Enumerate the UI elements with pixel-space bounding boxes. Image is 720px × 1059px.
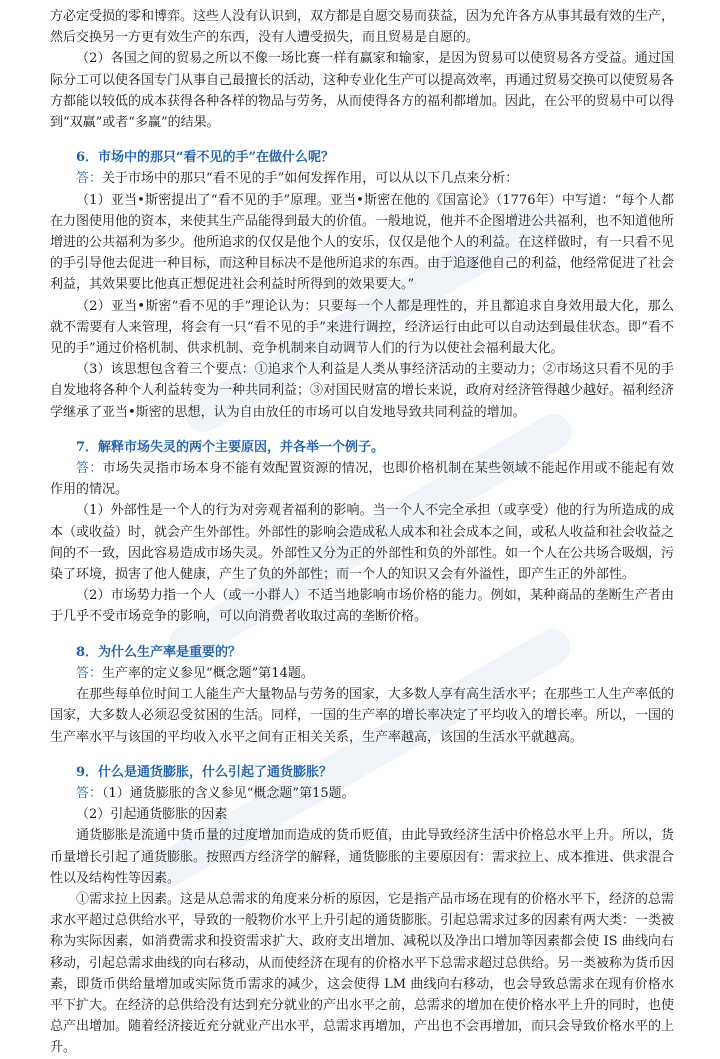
- answer-text: 关于市场中的那只“看不见的手”如何发挥作用，可以从以下几点来分析：: [102, 171, 519, 187]
- answer-paragraph: [50, 458, 674, 500]
- paragraph: （2）引起通货膨胀的因素: [76, 807, 228, 823]
- section-q9: [50, 762, 674, 1059]
- section-intro: [50, 6, 674, 133]
- answer-label: 答：: [76, 785, 103, 801]
- question-heading: 6．市场中的那只“看不见的手”在做什么呢？: [76, 150, 335, 166]
- answer-label: 答：: [76, 665, 103, 681]
- paragraph: 方必定受损的零和博弈。这些人没有认识到，双方都是自愿交易而获益，因为允许各方从事其最有效的生产，然后交换另一方更有效生产的东西，没有人遭受损失，而且贸易是自愿的。: [50, 9, 675, 46]
- paragraph: （2）各国之间的贸易之所以不像一场比赛一样有赢家和输家，是因为贸易可以使贸易各方受益。通过国际分工可以使各国专门从事自己最擅长的活动，这种专业化生产可以提高效率，再通过贸易交换可以使贸易各方都能以较低的成本获得各种各样的物品与劳务，从而使得各方的福利都增加。因此，在公平的贸易中可以得到“双赢”或者“多赢”的结果。: [50, 51, 675, 131]
- answer-label: 答：: [76, 171, 103, 187]
- question-heading: 7．解释市场失灵的两个主要原因，并各举一个例子。: [76, 439, 385, 455]
- paragraph: （3）该思想包含着三个要点：①追求个人利益是人类从事经济活动的主要动力；②市场这只看不见的手自发地将各种个人利益转变为一种共同利益；③对国民财富的增长来说，政府对经济管得越少越好。福利经济学继承了亚当•斯密的思想，认为自由放任的市场可以自发地导致共同利益的增加。: [50, 362, 675, 420]
- paragraph: （2）亚当•斯密“看不见的手”理论认为：只要每一个人都是理性的，并且都追求自身效用最大化，那么就不需要有人来管理，将会有一只“看不见的手”来进行调控，经济运行由此可以自动达到最佳状态。即“看不见的手”通过价格机制、供求机制、竞争机制来自动调节人们的行为以使社会福利最大化。: [50, 298, 674, 357]
- question-heading: 8．为什么生产率是重要的？: [76, 644, 242, 660]
- document-page: [50, 6, 674, 1059]
- answer-paragraph: [50, 783, 674, 804]
- paragraph: （2）市场势力指一个人（或一小群人）不适当地影响市场价格的能力。例如，某种商品的垄断生产者由于几乎不受市场竞争的影响，可以向消费者收取过高的垄断价格。: [50, 588, 674, 625]
- paragraph: （1）外部性是一个人的行为对旁观者福利的影响。当一个人不完全承担（或享受）他的行为所造成的成本（或收益）时，就会产生外部性。外部性的影响会造成私人成本和社会成本之间，或私人收益和社会收益之间的不一致，因此容易造成市场失灵。外部性又分为正的外部性和负的外部性。如一个人在公共场合吸烟，污染了环境，损害了他人健康，产生了负的外部性；而一个人的知识又会有外溢性，即产生正的外部性。: [50, 503, 675, 583]
- section-q6: [50, 147, 674, 423]
- paragraph: 在那些每单位时间工人能生产大量物品与劳务的国家，大多数人享有高生活水平；在那些工人生产率低的国家，大多数人必须忍受贫困的生活。同样，一国的生产率的增长率决定了平均收入的增长率。所以，一国的生产率水平与该国的平均收入水平之间有正相关关系，生产率越高，该国的生活水平就越高。: [50, 687, 675, 745]
- answer-text: 生产率的定义参见“概念题”第14题。: [102, 665, 314, 681]
- question-heading: 9．什么是通货膨胀，什么引起了通货膨胀？: [76, 764, 333, 780]
- paragraph: ①需求拉上因素。这是从总需求的角度来分析的原因，它是指产品市场在现有的价格水平下，经济的总需求水平超过总供给水平，导致的一般物价水平上升引起的通货膨胀。引起总需求过多的因素有两大类：一类被称为实际因素，如消费需求和投资需求扩大、政府支出增加、减税以及净出口增加等因素都会使 IS 曲线向右移动，引起总需求曲线的向右移动，从而使经济在现有的价格水平下总需求超过总供给。另一类被称为货币因素，即货币供给量增加或实际货币需求的减少，这会使得 LM 曲线向右移动，也会导致总需求在现有价格水平下扩大。在经济的总供给没有达到充分就业的产出水平之前，总需求的增加在使价格水平上升的同时，也使总产出增加。随着经济接近充分就业产出水平，总需求再增加，产出也不会再增加，而只会导致价格水平的上升。: [50, 891, 675, 1056]
- section-q8: [50, 642, 674, 748]
- answer-label: 答：: [76, 461, 103, 477]
- paragraph: 通货膨胀是流通中货币量的过度增加而造成的货币贬值，由此导致经济生活中价格总水平上升。所以，货币量增长引起了通货膨胀。按照西方经济学的解释，通货膨胀的主要原因有：需求拉上、成本推进、供求混合性以及结构性等因素。: [50, 828, 675, 886]
- answer-paragraph: [50, 663, 674, 684]
- paragraph: （1）亚当•斯密提出了“看不见的手”原理。亚当•斯密在他的《国富论》（1776年）中写道：“每个人都在力图使用他的资本，来使其生产品能得到最大的价值。一般地说，他并不企图增进公共福利，也不知道他所增进的公共福利为多少。他所追求的仅仅是他个人的安乐，仅仅是他个人的利益。在这样做时，有一只看不见的手引导他去促进一种目标，而这种目标决不是他所追求的东西。由于追逐他自己的利益，他经常促进了社会利益，其效果要比他真正想促进社会利益时所得到的效果要大。”: [50, 192, 675, 293]
- answer-paragraph: [50, 168, 674, 189]
- answer-text: 市场失灵指市场本身不能有效配置资源的情况，也即价格机制在某些领域不能起作用或不能起有效作用的情况。: [50, 461, 674, 498]
- answer-text: （1）通货膨胀的含义参见“概念题”第15题。: [102, 785, 355, 801]
- section-q7: [50, 437, 674, 628]
